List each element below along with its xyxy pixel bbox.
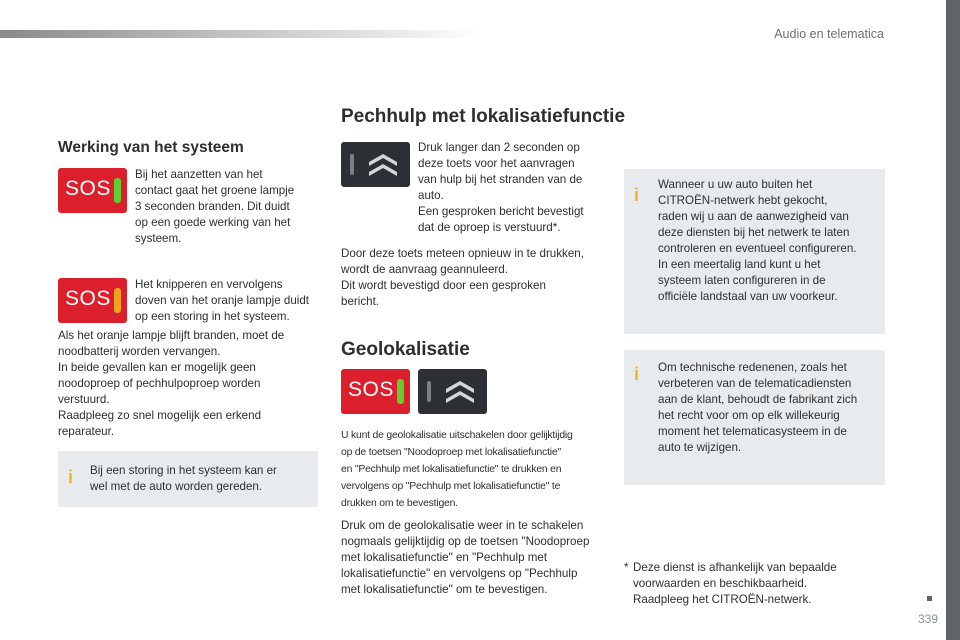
green-led-text: Bij het aanzetten van het contact gaat het groene lampje 3 seconden branden. Dit duidt op een goede werking van het systeem. bbox=[135, 168, 295, 245]
info-box-storing bbox=[58, 451, 318, 507]
citroen-chevron-icon bbox=[444, 377, 476, 405]
sos-button-green bbox=[58, 168, 127, 213]
sos-label: SOS bbox=[65, 177, 111, 200]
orange-led-icon bbox=[114, 288, 121, 313]
orange-led-text: Het knipperen en vervolgens doven van het oranje lampje duidt op een storing in het systeem. bbox=[135, 278, 310, 323]
info-icon: i bbox=[634, 364, 640, 384]
info-box-network bbox=[624, 169, 885, 334]
footnote-text: Deze dienst is afhankelijk van bepaalde voorwaarden en beschikbaarheid. Raadpleeg het CITROËN-netwerk. bbox=[633, 561, 837, 606]
info-icon: i bbox=[634, 185, 640, 205]
info-network-text: Wanneer u uw auto buiten het CITROËN-netwerk hebt gekocht, raden wij u aan de aanwezigheid van deze diensten bij het netwerk te laten controleren en eventueel configureren. In een meertalig land kunt u het systeem laten configureren in de officiële landstaal van uw voorkeur. bbox=[658, 178, 857, 303]
green-led-icon bbox=[114, 178, 121, 203]
geo-enable-text: Druk om de geolokalisatie weer in te schakelen nogmaals gelijktijdig op de toetsen "Noodoproep met lokalisatiefunctie" en "Pechhulp met lokalisatiefunctie" en vervolgens op "Pechhulp met lokalisatiefunctie" om te bevestigen. bbox=[341, 519, 590, 596]
info-box-technical bbox=[624, 350, 885, 485]
info-technical-text: Om technische redenenen, zoals het verbeteren van de telematicadiensten aan de klant, behoudt de fabrikant zich het recht voor om op elk willekeurig moment het telematicasysteem in de auto te wijzigen. bbox=[658, 361, 858, 454]
heading-geolokalisatie: Geolokalisatie bbox=[341, 339, 470, 360]
sos-button-geo bbox=[341, 369, 410, 414]
heading-pechhulp: Pechhulp met lokalisatiefunctie bbox=[341, 106, 626, 127]
geo-disable-text: U kunt de geolokalisatie uitschakelen door gelijktijdig op de toetsen "Noodoproep met lokalisatiefunctie" en "Pechhulp met lokalisatiefunctie" te drukken en vervolgens op "Pechhulp met lokalisatiefunctie" te drukken om te bevestigen. bbox=[341, 430, 573, 509]
header-gradient-bar bbox=[0, 30, 480, 38]
sos-button-orange bbox=[58, 278, 127, 323]
assistance-button bbox=[341, 142, 410, 187]
button-indicator bbox=[427, 381, 431, 402]
battery-text: Als het oranje lampje blijft branden, moet de noodbatterij worden vervangen. In beide gevallen kan er mogelijk geen noodoproep of pechhulpoproep worden verstuurd. Raadpleeg zo snel mogelijk een erkend reparateur. bbox=[58, 329, 285, 438]
info-storing-text: Bij een storing in het systeem kan er wel met de auto worden gereden. bbox=[90, 464, 277, 493]
green-led-icon bbox=[397, 379, 404, 404]
assistance-cancel-text: Door deze toets meteen opnieuw in te drukken, wordt de aanvraag geannuleerd. Dit wordt bevestigd door een gesproken bericht. bbox=[341, 247, 584, 308]
page-marker bbox=[927, 596, 932, 601]
footnote-mark: * bbox=[624, 561, 629, 574]
heading-werking: Werking van het systeem bbox=[58, 139, 244, 156]
side-strip bbox=[946, 0, 960, 640]
sos-label: SOS bbox=[65, 287, 111, 310]
button-indicator bbox=[350, 154, 354, 175]
sos-label: SOS bbox=[348, 378, 394, 401]
citroen-chevron-icon bbox=[367, 150, 399, 178]
assistance-press-text: Druk langer dan 2 seconden op deze toets voor het aanvragen van hulp bij het stranden van de auto. Een gesproken bericht bevestigt dat de oproep is verstuurd*. bbox=[418, 141, 584, 234]
page-number: 339 bbox=[917, 612, 938, 626]
section-header: Audio en telematica bbox=[774, 27, 884, 41]
info-icon: i bbox=[68, 467, 74, 487]
assistance-button-geo bbox=[418, 369, 487, 414]
